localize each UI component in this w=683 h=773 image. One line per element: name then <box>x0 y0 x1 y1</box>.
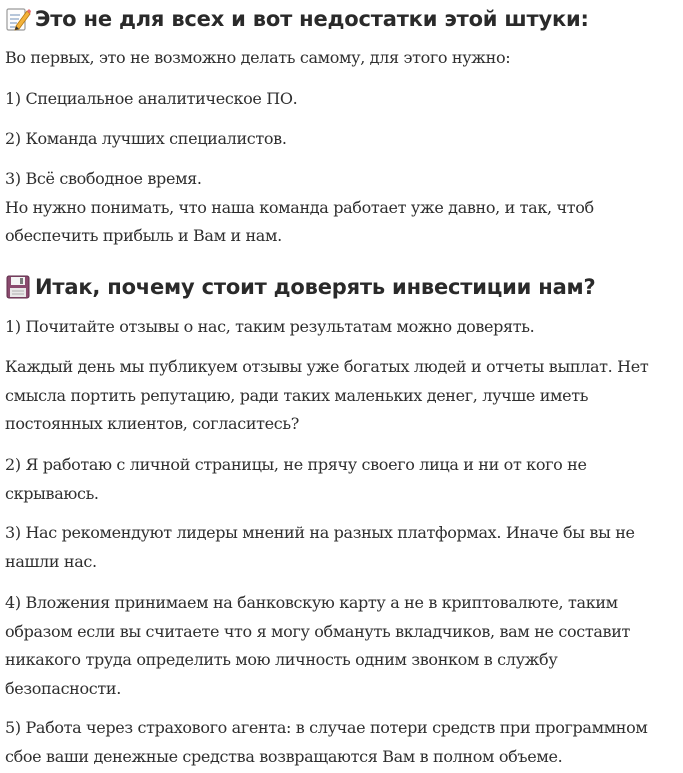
text-line: образом если вы считаете что я могу обмануть вкладчиков, вам не составит <box>5 621 631 641</box>
memo-icon <box>5 6 31 32</box>
list-item <box>5 313 677 342</box>
text-line: 1) Почитайте отзывы о нас, таким результатам можно доверять. <box>5 317 535 336</box>
text-line: 4) Вложения принимаем на банковскую карту а не в криптовалюте, таким <box>5 593 618 612</box>
text-line: 1) Специальное аналитическое ПО. <box>5 89 298 108</box>
list-item <box>5 125 677 154</box>
list-item <box>5 519 677 576</box>
floppy-disk-icon <box>5 274 31 300</box>
section-heading-drawbacks <box>5 4 589 34</box>
text-line: смысла портить репутацию, ради таких маленьких денег, лучше иметь <box>5 385 589 405</box>
text-line: сбое ваши денежные средства возвращаются Вам в полном объеме. <box>5 746 563 766</box>
text-line: никакого труда определить мою личность одним звонком в службу <box>5 650 558 669</box>
text-line: 5) Работа через страхового агента: в случае потери средств при программном <box>5 718 648 737</box>
paragraph-intro <box>5 44 677 73</box>
text-line: Во первых, это не возможно делать самому, для этого нужно: <box>5 48 511 67</box>
text-line: Каждый день мы публикуем отзывы уже богатых людей и отчеты выплат. Нет <box>5 357 649 376</box>
text-line: безопасности. <box>5 678 121 698</box>
text-line: нашли нас. <box>5 551 97 571</box>
paragraph <box>5 353 677 439</box>
section-heading-text: Это не для всех и вот недостатки этой штуки: <box>35 7 589 31</box>
list-item <box>5 589 677 703</box>
text-line: Но нужно понимать, что наша команда работает уже давно, и так, чтоб <box>5 197 594 217</box>
list-item <box>5 165 677 251</box>
list-item <box>5 451 677 508</box>
text-line: 2) Команда лучших специалистов. <box>5 129 287 148</box>
text-line: скрываюсь. <box>5 483 99 503</box>
section-heading-text: Итак, почему стоит доверять инвестиции нам? <box>35 275 596 299</box>
text-line: обеспечить прибыль и Вам и нам. <box>5 226 282 245</box>
text-line: 3) Всё свободное время. <box>5 169 202 188</box>
list-item <box>5 714 677 771</box>
text-line: постоянных клиентов, согласитесь? <box>5 414 299 433</box>
section-heading-why-trust <box>5 272 595 302</box>
list-item <box>5 85 677 114</box>
text-line: 2) Я работаю с личной страницы, не прячу своего лица и ни от кого не <box>5 455 587 474</box>
text-line: 3) Нас рекомендуют лидеры мнений на разных платформах. Иначе бы вы не <box>5 523 635 542</box>
